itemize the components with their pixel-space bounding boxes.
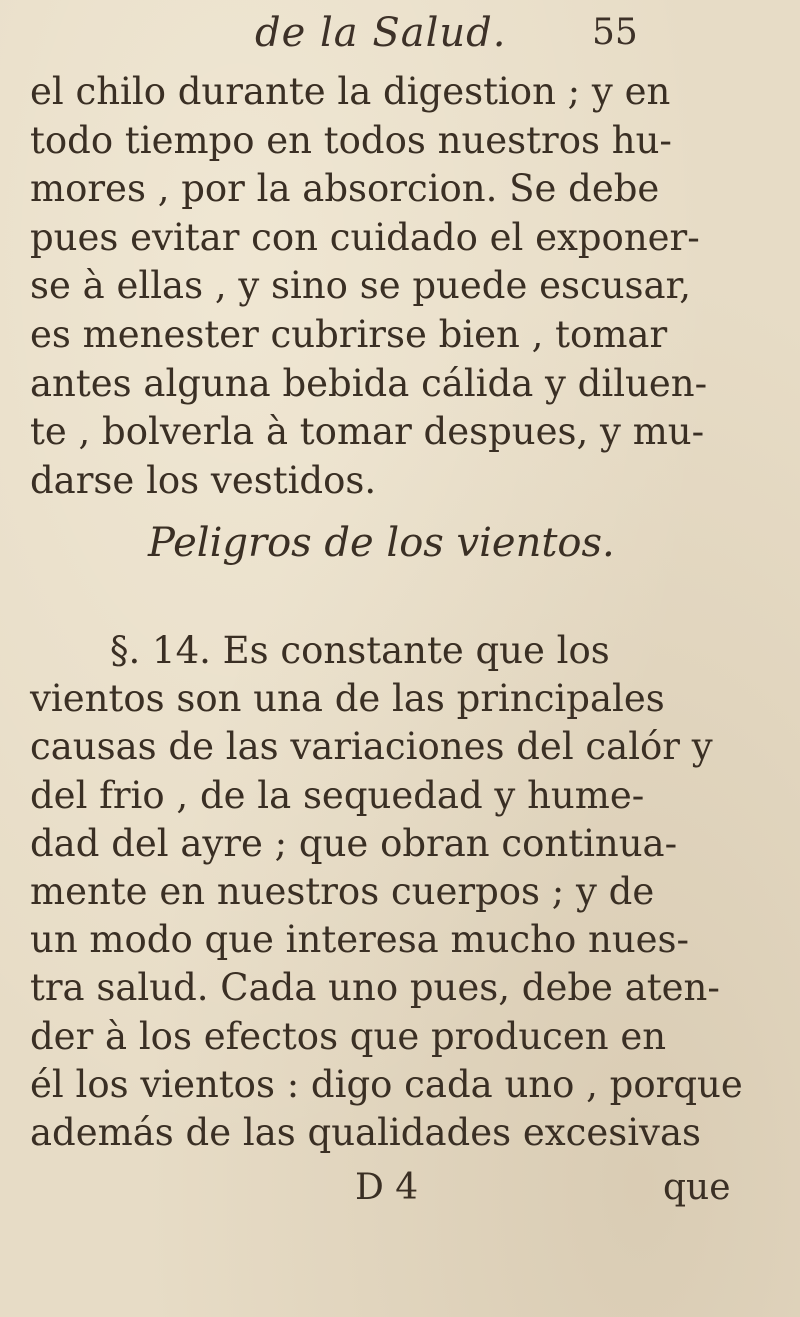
signature-mark: D 4	[355, 1167, 419, 1208]
section-paragraph	[30, 627, 790, 1157]
text-line: darse los vestidos.	[30, 458, 377, 502]
body-text	[30, 68, 790, 505]
text-line: tra salud. Cada uno pues, debe aten-	[30, 966, 720, 1010]
text-line: pues evitar con cuidado el exponer-	[30, 215, 700, 259]
text-line: te , bolverla à tomar despues, y mu-	[30, 410, 705, 454]
section-heading: Peligros de los vientos.	[148, 520, 615, 566]
catchword: que	[663, 1167, 731, 1208]
page-number: 55	[592, 12, 638, 53]
text-line: der à los efectos que producen en	[30, 1014, 667, 1058]
text-line: es menester cubrirse bien , tomar	[30, 312, 668, 356]
page-footer	[0, 1167, 800, 1217]
running-title: de la Salud.	[255, 10, 507, 56]
text-line: él los vientos : digo cada uno , porque	[30, 1062, 743, 1106]
text-line: todo tiempo en todos nuestros hu-	[30, 118, 672, 162]
text-line: además de las qualidades excesivas	[30, 1110, 701, 1154]
text-line: mente en nuestros cuerpos ; y de	[30, 869, 655, 913]
paragraph-first-line: §. 14. Es constante que los	[110, 629, 610, 672]
text-line: antes alguna bebida cálida y diluen-	[30, 361, 708, 405]
text-line: dad del ayre ; que obran continua-	[30, 821, 678, 865]
text-line: causas de las variaciones del calór y	[30, 725, 713, 769]
text-line: el chilo durante la digestion ; y en	[30, 70, 671, 113]
text-line: mores , por la absorcion. Se debe	[30, 167, 660, 211]
text-line: vientos son una de las principales	[30, 677, 665, 721]
text-line: del frio , de la sequedad y hume-	[30, 773, 645, 817]
text-line: se à ellas , y sino se puede escusar,	[30, 264, 691, 308]
page-header	[0, 10, 800, 60]
text-line: un modo que interesa mucho nues-	[30, 918, 690, 962]
